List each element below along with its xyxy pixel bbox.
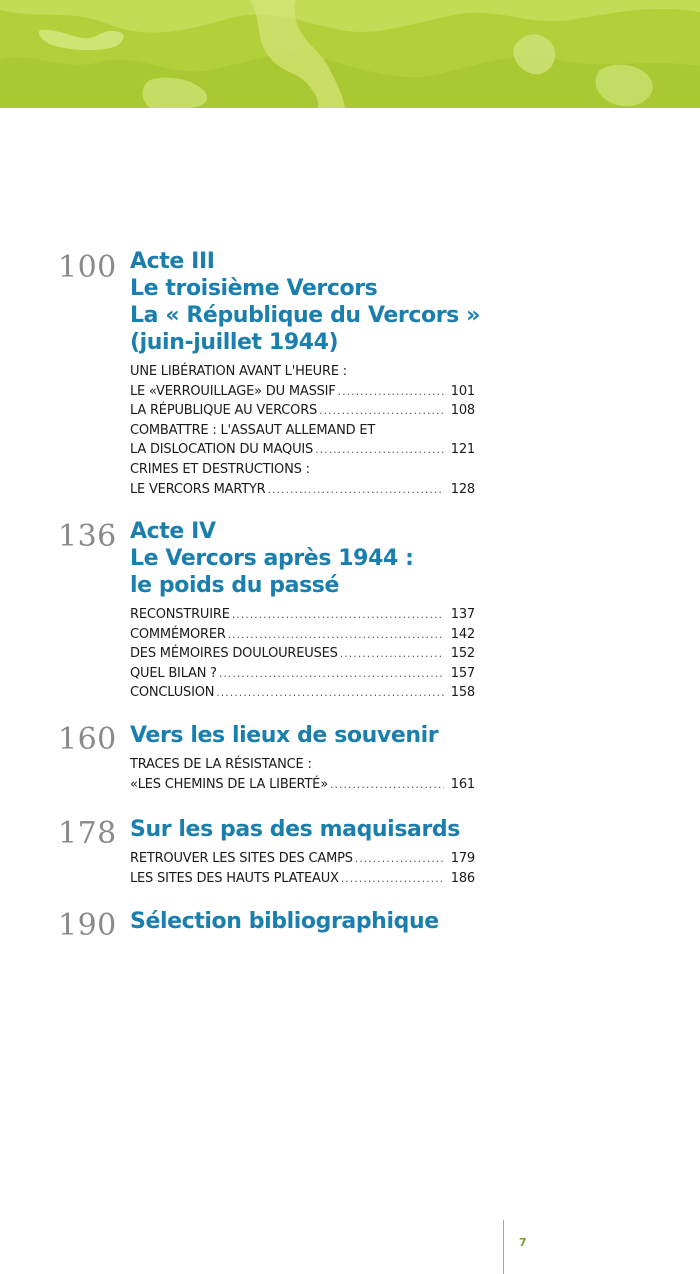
section-title-line: Sélection bibliographique: [130, 909, 439, 934]
toc-entry-line: [130, 460, 475, 480]
entry-text: RETROUVER LES SITES DES CAMPS: [130, 851, 353, 866]
entry-page-number: 142: [450, 626, 475, 642]
toc-entry-line: [130, 362, 475, 382]
entry-page-number: 108: [450, 403, 475, 419]
section-titles: [130, 248, 530, 499]
section-entries: [130, 362, 475, 499]
entry-text: CRIMES ET DESTRUCTIONS :: [130, 461, 310, 477]
toc-entry[interactable]: [130, 625, 475, 645]
entry-page-number: 152: [450, 646, 475, 662]
section-titles: [130, 722, 530, 794]
entry-page-number: 161: [450, 776, 475, 792]
section-title-line: Acte III: [130, 249, 215, 274]
dot-leader: [216, 683, 444, 703]
entry-page-number: 186: [450, 870, 475, 886]
entry-text: RECONSTRUIRE: [130, 607, 230, 622]
toc-entry[interactable]: [130, 664, 475, 684]
entry-page-number: 101: [450, 383, 475, 399]
section-title-line: Sur les pas des maquisards: [130, 817, 460, 842]
section-page-number: 190: [58, 908, 117, 943]
section-entries: [130, 605, 475, 703]
dot-leader: [228, 625, 444, 645]
section-title-line: Le troisième Vercors: [130, 276, 378, 301]
entry-text: LE VERCORS MARTYR: [130, 481, 266, 497]
entry-text: LA DISLOCATION DU MAQUIS: [130, 442, 314, 458]
entry-text: COMMÉMORER: [130, 626, 226, 642]
entry-page-number: 137: [450, 607, 475, 622]
entry-text: LES SITES DES HAUTS PLATEAUX: [130, 870, 339, 886]
entry-text: CONCLUSION: [130, 685, 215, 701]
dot-leader: [219, 664, 444, 684]
map-texture-icon: [0, 0, 700, 108]
section-page-number: 160: [58, 722, 117, 757]
dot-leader: [340, 644, 444, 664]
section-entries: [130, 755, 475, 794]
folio-page-number: 7: [519, 1236, 527, 1249]
section-page-number: 136: [58, 519, 117, 554]
entry-text: TRACES DE LA RÉSISTANCE :: [130, 757, 312, 772]
entry-page-number: 179: [450, 851, 475, 866]
section-page-number: 178: [58, 816, 117, 851]
section-title-line: La « République du Vercors »: [130, 303, 480, 328]
toc-entry[interactable]: [130, 849, 475, 869]
toc-entry[interactable]: [130, 480, 475, 500]
entry-text: LA RÉPUBLIQUE AU VERCORS: [130, 403, 318, 419]
toc-entry-line: [130, 755, 475, 775]
toc-entry[interactable]: [130, 644, 475, 664]
footer-divider: [503, 1220, 504, 1274]
entry-page-number: 121: [450, 442, 475, 458]
entry-page-number: 128: [450, 481, 475, 497]
dot-leader: [268, 480, 444, 500]
entry-text: DES MÉMOIRES DOULOUREUSES: [130, 646, 338, 662]
section-page-number: 100: [58, 250, 117, 285]
entry-page-number: 158: [450, 685, 475, 701]
header-map-band: [0, 0, 700, 108]
entry-text: QUEL BILAN ?: [130, 665, 217, 681]
toc-entry[interactable]: [130, 869, 475, 889]
toc-entry[interactable]: [130, 382, 475, 402]
dot-leader: [315, 440, 444, 460]
dot-leader: [355, 849, 444, 869]
entry-page-number: 157: [450, 665, 475, 681]
entry-text: COMBATTRE : L'ASSAUT ALLEMAND ET: [130, 422, 376, 438]
section-titles: [130, 816, 530, 888]
section-entries: [130, 849, 475, 888]
entry-text: «LES CHEMINS DE LA LIBERTÉ»: [130, 776, 328, 792]
toc-entry[interactable]: [130, 440, 475, 460]
entry-text: UNE LIBÉRATION AVANT L'HEURE :: [130, 364, 347, 379]
section-title-line: Le Vercors après 1944 :: [130, 546, 414, 571]
section-titles: [130, 518, 530, 703]
toc-entry[interactable]: [130, 401, 475, 421]
dot-leader: [341, 869, 444, 889]
entry-text: LE «VERROUILLAGE» DU MASSIF: [130, 383, 336, 399]
section-title-line: le poids du passé: [130, 573, 339, 598]
toc-entry[interactable]: [130, 605, 475, 625]
dot-leader: [319, 401, 444, 421]
dot-leader: [330, 775, 444, 795]
section-title-line: (juin-juillet 1944): [130, 330, 339, 355]
section-title-line: Vers les lieux de souvenir: [130, 723, 439, 748]
section-titles: [130, 908, 530, 935]
section-title-line: Acte IV: [130, 519, 216, 544]
dot-leader: [232, 605, 444, 625]
dot-leader: [338, 382, 444, 402]
toc-entry-line: [130, 421, 475, 441]
toc-entry[interactable]: [130, 683, 475, 703]
toc-entry[interactable]: [130, 775, 475, 795]
